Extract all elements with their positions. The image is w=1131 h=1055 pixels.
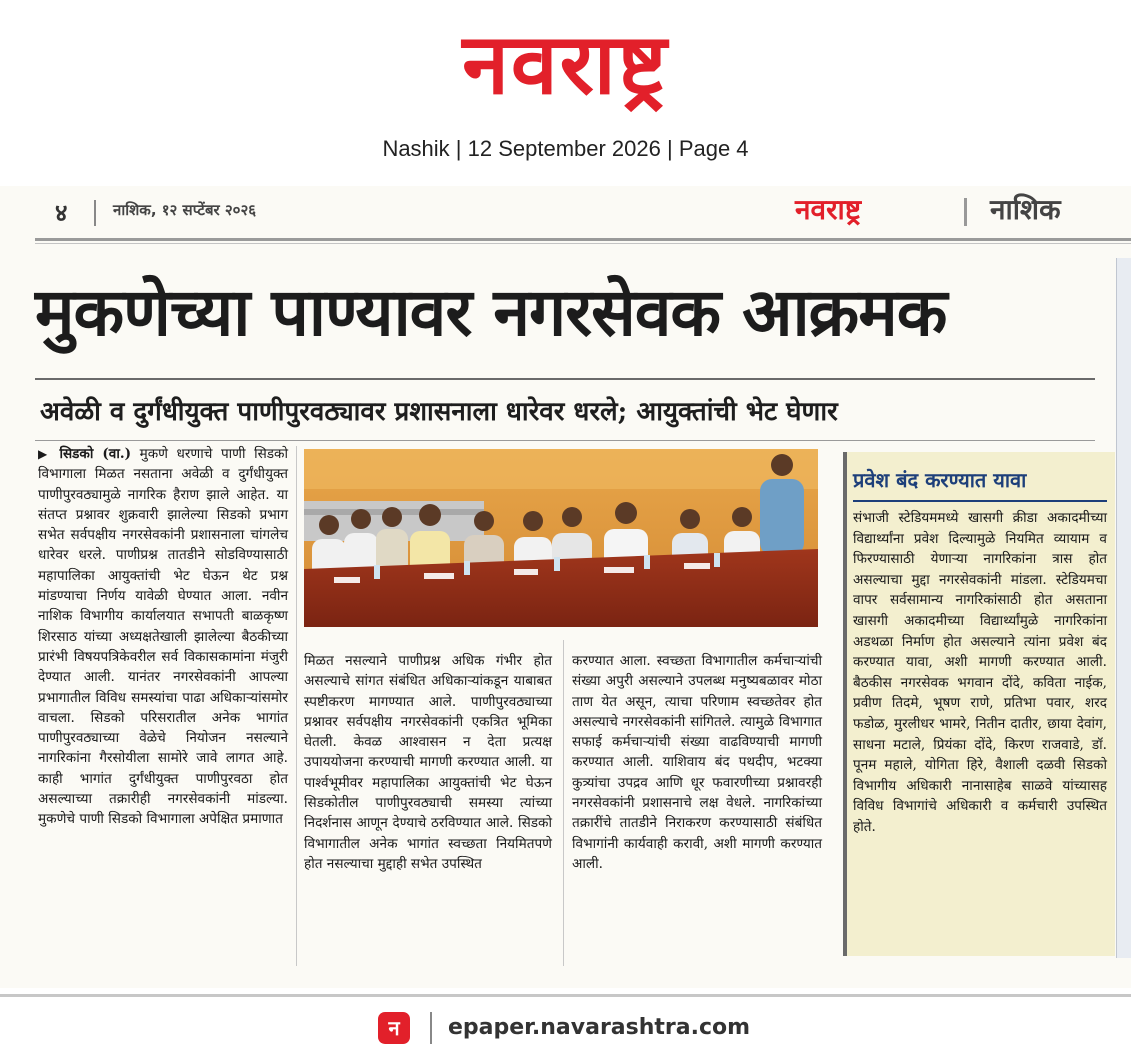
article-column-1 [38, 444, 288, 830]
footer-logo-glyph: न [388, 1016, 400, 1040]
sidebar-accent-rule [843, 452, 847, 956]
column-rule [563, 640, 564, 966]
article-text: मिळत नसल्याने पाणीप्रश्न अधिक गंभीर होत असल्याचे सांगत संबंधित अधिकाऱ्यांकडून याबाबत स्पष्टीकरण मागण्यात आले. पाणीपुरवठ्याच्या प्रश्नावर सर्वपक्षीय नगरसेवकांनी एकत्रित भूमिका घेतली. केवळ आश्वासन न देता प्रत्यक्ष उपाययोजना करण्याची मागणी करण्यात आली. या पार्श्वभूमीवर महापालिका आयुक्तांची भेट घेऊन सिडकोतील पाणीपुरवठ्याची समस्या त्यांच्या निदर्शनास आणून देण्याचे ठरविण्यात आले. सिडको विभागातील अनेक भागांत स्वच्छता नियमितपणे होत नसल्याचा मुद्दाही सभेत उपस्थित [304, 653, 552, 872]
page-dateline: नाशिक, १२ सप्टेंबर २०२६ [113, 201, 257, 219]
article-headline: मुकणेच्या पाण्यावर नगरसेवक आक्रमक [35, 274, 947, 351]
header-rule [35, 238, 1131, 241]
header-city: नाशिक [990, 193, 1061, 226]
headline-rule [35, 378, 1095, 380]
article-text: करण्यात आला. स्वच्छता विभागातील कर्मचाऱ्यांची संख्या अपुरी असल्याने उपलब्ध मनुष्यबळावर मोठा ताण येत असून, त्याचा परिणाम स्वच्छतेवर होत असल्याचे नगरसेवकांनी सांगितले. त्यामुळे विभागात सफाई कर्मचाऱ्यांची संख्या वाढविण्याची मागणी करण्यात आली. याशिवाय बंद पथदीप, भटक्या कुत्र्यांचा उपद्रव आणि धूर फवारणीच्या प्रश्नावरही नगरसेवकांनी प्रशासनाचे लक्ष वेधले. नागरिकांच्या तक्रारींचे तातडीने निराकरण करण्यासाठी संबंधित विभागांनी कार्यवाही करावी, अशी मागणी करण्यात आली. [572, 653, 822, 872]
header-rule [35, 243, 1131, 244]
article-text: मुकणे धरणाचे पाणी सिडको विभागाला मिळत नसताना अवेळी व दुर्गंधीयुक्त पाणीपुरवठ्यामुळे नागरिक हैराण झाले आहेत. या संतप्त प्रश्नावर शुक्रवारी झालेल्या सिडको प्रभाग सभेत सर्वपक्षीय नगरसेवकांनी प्रशासनाला चांगलेच धारेवर धरले. पाणीप्रश्न तातडीने सोडविण्यासाठी महापालिका आयुक्तांची भेट घेऊन थेट प्रश्न मांडण्याचा निर्णय यावेळी घेण्यात आला. नवीन नाशिक विभागीय कार्यालयात सभापती बाळकृष्ण शिरसाठ यांच्या अध्यक्षतेखाली झालेल्या बैठकीच्या प्रारंभी विषयपत्रिकेवरील सर्व विकासकामांना मंजुरी देण्यात आली. यानंतर नगरसेवकांनी आपल्या प्रभागातील विविध समस्यांचा पाढा अधिकाऱ्यांसमोर वाचला. सिडको परिसरातील अनेक भागांत पाणीपुरवठ्याच्या वेळेचे नियोजन नसल्याने नागरिकांना गैरसोयीला सामोरे जावे लागत आहे. काही भागांत दुर्गंधीयुक्त पाणीपुरवठा होत असल्याच्या तक्रारीही नगरसेवकांनी मांडल्या. मुकणेचे पाणी सिडको विभागाला अपेक्षित प्रमाणात [38, 446, 289, 828]
article-dateline: सिडको (वा.) [59, 446, 132, 462]
footer-rule [0, 994, 1131, 997]
header-divider [94, 200, 96, 226]
masthead-logo: नवराष्ट्र [462, 15, 669, 113]
column-rule [296, 446, 297, 966]
edition-line: Nashik | 12 September 2026 | Page 4 [382, 136, 749, 161]
article-subheadline: अवेळी व दुर्गंधीयुक्त पाणीपुरवठ्यावर प्रशासनाला धारेवर धरले; आयुक्तांची भेट घेणार [40, 397, 838, 427]
page-number: ४ [55, 199, 68, 227]
sidebar-text: संभाजी स्टेडियममध्ये खासगी क्रीडा अकादमीच्या विद्यार्थ्यांना प्रवेश दिल्यामुळे नियमित व्यायाम व फिरण्यासाठी येणाऱ्या नागरिकांना त्रास होत असल्याचा मुद्दा नगरसेवकांनी मांडला. स्टेडियमचा वापर सर्वसामान्य नागरिकांसाठी होत असताना खासगी अकादमीच्या विद्यार्थ्यांमुळे नागरिकांना अडथळा निर्माण होत असल्याने त्यांना प्रवेश बंद करण्यात यावा, अशी मागणी करण्यात आली. बैठकीस नगरसेवक भगवान दोंदे, कविता नाईक, प्रवीण तिदमे, भूषण राणे, प्रतिभा पवार, शरद फडोळ, मुरलीधर भामरे, नितीन दातीर, छाया देवांग, साधना मटाले, प्रियंका दोंदे, किरण राजवाडे, डॉ. पूनम महाले, योगिता हिरे, वैशाली दळवी सिडको विभागीय अधिकारी नानासाहेब साळवे यांच्यासह विविध विभागांचे अधिकारी व कर्मचारी उपस्थित होते. [853, 510, 1107, 835]
article-column-3 [572, 651, 822, 874]
sidebar-title-rule [853, 500, 1107, 502]
article-column-2 [304, 651, 552, 874]
sidebar-title: प्रवेश बंद करण्यात यावा [853, 468, 1027, 492]
header-brand-logo: नवराष्ट्र [795, 193, 862, 226]
header-divider [964, 198, 967, 226]
subheadline-rule [35, 440, 1095, 441]
footer-divider [430, 1012, 432, 1044]
meeting-photo [304, 449, 818, 627]
epaper-link[interactable]: epaper.navarashtra.com [448, 1015, 751, 1040]
adjacent-page-edge [1116, 258, 1131, 958]
dateline-marker-icon: ▶ [38, 447, 52, 461]
